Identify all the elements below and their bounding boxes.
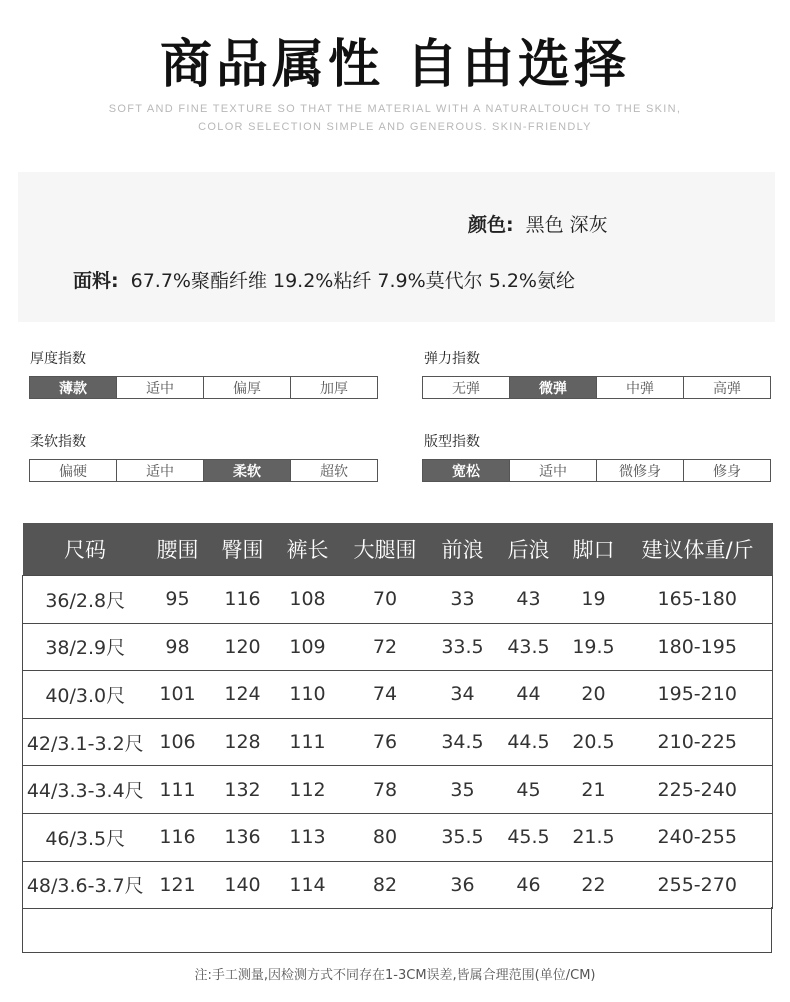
table-row: [23, 623, 773, 671]
subtitle-line-1: SOFT AND FINE TEXTURE SO THAT THE MATERIAL WITH A NATURALTOUCH TO THE SKIN,: [108, 103, 682, 115]
column-header: 大腿围: [338, 523, 433, 576]
table-cell: 38/2.9尺: [23, 623, 148, 671]
color-value: 黑色 深灰: [525, 214, 608, 236]
table-cell: 34.5: [433, 718, 493, 766]
table-cell: 34: [433, 671, 493, 719]
fit-option[interactable]: 适中: [509, 460, 596, 481]
table-cell: 19.5: [565, 623, 623, 671]
empty-table-row: [22, 907, 772, 953]
table-cell: 98: [148, 623, 208, 671]
table-cell: 44/3.3-3.4尺: [23, 766, 148, 814]
table-cell: 121: [148, 861, 208, 909]
color-attribute: [468, 210, 608, 237]
table-row: [23, 861, 773, 909]
table-cell: 195-210: [623, 671, 773, 719]
table-cell: 113: [278, 813, 338, 861]
measurement-note: 注:手工测量,因检测方式不同存在1-3CM误差,皆属合理范围(单位/CM): [194, 968, 596, 983]
table-cell: 111: [278, 718, 338, 766]
table-cell: 36/2.8尺: [23, 576, 148, 624]
table-cell: 43.5: [493, 623, 565, 671]
table-cell: 106: [148, 718, 208, 766]
table-cell: 225-240: [623, 766, 773, 814]
table-cell: 108: [278, 576, 338, 624]
thickness-option[interactable]: 加厚: [290, 377, 377, 398]
table-cell: 21.5: [565, 813, 623, 861]
fabric-attribute: [73, 266, 575, 293]
table-cell: 46/3.5尺: [23, 813, 148, 861]
table-cell: 42/3.1-3.2尺: [23, 718, 148, 766]
fit-option[interactable]: 微修身: [596, 460, 683, 481]
elasticity-index-title: 弹力指数: [424, 351, 480, 367]
elasticity-option[interactable]: 微弹: [509, 377, 596, 398]
column-header: 腰围: [148, 523, 208, 576]
table-cell: 22: [565, 861, 623, 909]
table-cell: 44.5: [493, 718, 565, 766]
table-cell: 116: [148, 813, 208, 861]
fit-option[interactable]: 宽松: [423, 460, 509, 481]
column-header: 臀围: [208, 523, 278, 576]
table-row: [23, 813, 773, 861]
elasticity-option[interactable]: 高弹: [683, 377, 770, 398]
table-cell: 114: [278, 861, 338, 909]
table-cell: 101: [148, 671, 208, 719]
color-label: 颜色:: [468, 214, 514, 236]
table-cell: 44: [493, 671, 565, 719]
table-cell: 140: [208, 861, 278, 909]
fabric-label: 面料:: [73, 270, 119, 292]
softness-index-title: 柔软指数: [30, 434, 86, 450]
thickness-index-title: 厚度指数: [30, 351, 86, 367]
table-row: [23, 766, 773, 814]
column-header: 脚口: [565, 523, 623, 576]
table-cell: 132: [208, 766, 278, 814]
table-row: [23, 576, 773, 624]
table-cell: 165-180: [623, 576, 773, 624]
fit-option[interactable]: 修身: [683, 460, 770, 481]
attribute-panel: [18, 172, 775, 322]
softness-option[interactable]: 超软: [290, 460, 377, 481]
table-cell: 33: [433, 576, 493, 624]
elasticity-option[interactable]: 中弹: [596, 377, 683, 398]
thickness-index-selector: [29, 376, 378, 399]
table-cell: 20: [565, 671, 623, 719]
table-cell: 40/3.0尺: [23, 671, 148, 719]
table-cell: 109: [278, 623, 338, 671]
column-header: 尺码: [23, 523, 148, 576]
table-cell: 74: [338, 671, 433, 719]
thickness-option[interactable]: 偏厚: [203, 377, 290, 398]
softness-option[interactable]: 柔软: [203, 460, 290, 481]
table-cell: 35: [433, 766, 493, 814]
size-table: [22, 523, 773, 909]
table-cell: 19: [565, 576, 623, 624]
fit-index-title: 版型指数: [424, 434, 480, 450]
table-cell: 116: [208, 576, 278, 624]
table-row: [23, 718, 773, 766]
table-cell: 112: [278, 766, 338, 814]
softness-option[interactable]: 偏硬: [59, 463, 87, 480]
table-cell: 72: [338, 623, 433, 671]
table-cell: 78: [338, 766, 433, 814]
table-cell: 128: [208, 718, 278, 766]
fabric-value: 67.7%聚酯纤维 19.2%粘纤 7.9%莫代尔 5.2%氨纶: [130, 270, 575, 292]
table-row: [23, 671, 773, 719]
table-cell: 21: [565, 766, 623, 814]
table-cell: 136: [208, 813, 278, 861]
size-table-header: [23, 523, 773, 576]
table-cell: 255-270: [623, 861, 773, 909]
table-cell: 111: [148, 766, 208, 814]
table-cell: 76: [338, 718, 433, 766]
table-cell: 45.5: [493, 813, 565, 861]
table-cell: 33.5: [433, 623, 493, 671]
table-cell: 180-195: [623, 623, 773, 671]
softness-option[interactable]: 适中: [116, 460, 203, 481]
table-cell: 45: [493, 766, 565, 814]
table-cell: 124: [208, 671, 278, 719]
column-header: 前浪: [433, 523, 493, 576]
subtitle-line-2: COLOR SELECTION SIMPLE AND GENEROUS. SKIN-FRIENDLY: [198, 121, 592, 133]
size-chart: [22, 523, 772, 909]
thickness-option[interactable]: 适中: [116, 377, 203, 398]
table-cell: 35.5: [433, 813, 493, 861]
fit-index-selector: [422, 459, 771, 482]
page-title: 商品属性 自由选择: [159, 35, 631, 95]
table-cell: 240-255: [623, 813, 773, 861]
table-cell: 210-225: [623, 718, 773, 766]
table-cell: 46: [493, 861, 565, 909]
table-cell: 82: [338, 861, 433, 909]
table-cell: 110: [278, 671, 338, 719]
elasticity-index-selector: [422, 376, 771, 399]
table-cell: 80: [338, 813, 433, 861]
column-header: 后浪: [493, 523, 565, 576]
table-cell: 20.5: [565, 718, 623, 766]
table-cell: 43: [493, 576, 565, 624]
elasticity-option[interactable]: 无弹: [452, 380, 480, 397]
table-cell: 70: [338, 576, 433, 624]
column-header: 裤长: [278, 523, 338, 576]
table-cell: 48/3.6-3.7尺: [23, 861, 148, 909]
table-cell: 120: [208, 623, 278, 671]
softness-index-selector: [29, 459, 378, 482]
table-cell: 36: [433, 861, 493, 909]
thickness-option[interactable]: 薄款: [30, 377, 116, 398]
column-header: 建议体重/斤: [623, 523, 773, 576]
table-cell: 95: [148, 576, 208, 624]
